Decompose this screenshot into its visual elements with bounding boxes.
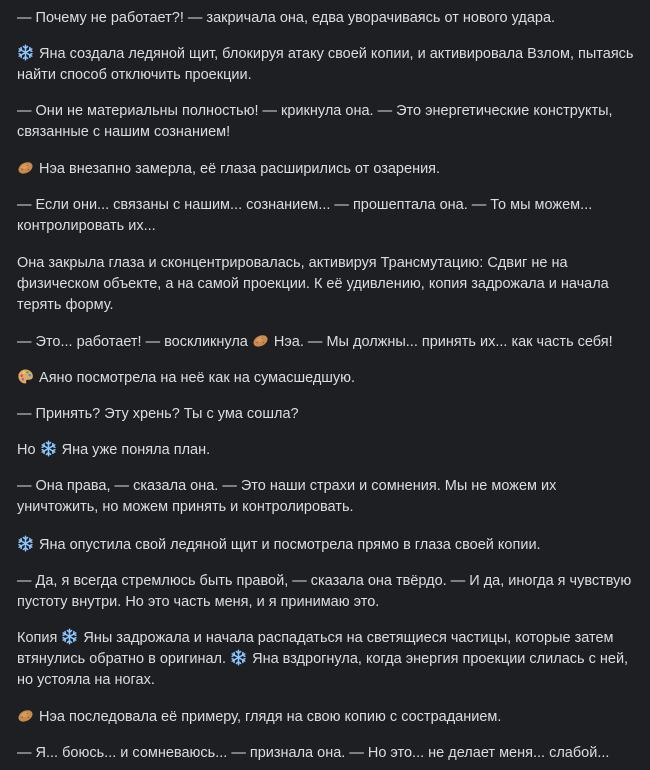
snowflake-icon — [230, 649, 247, 666]
snowflake-icon — [17, 44, 34, 61]
text-run: Яна создала ледяной щит, блокируя атаку своей копии, и активировала Взлом, пытаясь найти способ отключить проекции. — [17, 46, 638, 83]
paragraph-8 — [17, 368, 637, 389]
paragraph-16 — [17, 743, 637, 764]
text-run: Но — [17, 442, 40, 458]
potato-icon — [252, 332, 269, 349]
potato-icon — [17, 707, 34, 724]
snowflake-icon — [17, 535, 34, 552]
text-run: Яна вздрогнула, когда энергия проекции слилась с ней, но устояла на ногах. — [17, 651, 633, 688]
palette-icon — [17, 368, 34, 385]
snowflake-icon — [61, 628, 78, 645]
text-run: Яны задрожала и начала распадаться на светящиеся частицы, которые затем втянулись обратно в оригинал. — [17, 630, 618, 667]
text-run: Нэа внезапно замерла, её глаза расширились от озарения. — [35, 161, 441, 177]
paragraph-3 — [17, 101, 637, 143]
paragraph-1 — [17, 8, 637, 29]
paragraph-2 — [17, 44, 637, 86]
paragraph-6 — [17, 253, 637, 316]
text-run: — Если они... связаны с нашим... сознанием... — прошептала она. — То мы можем... контролировать их... — [17, 197, 597, 234]
text-run: Она закрыла глаза и сконцентрировалась, активируя Трансмутацию: Сдвиг не на физическом объекте, а на самой проекции. К её удивлению, копия задрожала и начала терять форму. — [17, 255, 613, 313]
text-run: — Почему не работает?! — закричала она, едва уворачиваясь от нового удара. — [17, 10, 556, 26]
paragraph-13 — [17, 571, 637, 613]
snowflake-icon — [40, 440, 57, 457]
paragraph-11 — [17, 476, 637, 518]
text-run: Аяно посмотрела на неё как на сумасшедшую. — [35, 370, 356, 386]
text-run: — Это... работает! — воскликнула — [17, 334, 252, 350]
text-run: — Она права, — сказала она. — Это наши страхи и сомнения. Мы не можем их уничтожить, но можем принять и контролировать. — [17, 478, 561, 515]
paragraph-14 — [17, 628, 637, 691]
text-run: Яна уже поняла план. — [57, 442, 211, 458]
text-run: Нэа. — Мы должны... принять их... как часть себя! — [269, 334, 613, 350]
paragraph-10 — [17, 440, 637, 461]
paragraph-5 — [17, 195, 637, 237]
potato-icon — [17, 159, 34, 176]
text-run: — Принять? Эту хрень? Ты с ума сошла? — [17, 406, 299, 422]
text-run: — Они не материальны полностью! — крикнула она. — Это энергетические конструкты, связанные с нашим сознанием! — [17, 103, 617, 140]
text-run: Яна опустила свой ледяной щит и посмотрела прямо в глаза своей копии. — [35, 537, 541, 553]
paragraph-9 — [17, 404, 637, 425]
paragraph-4 — [17, 159, 637, 180]
text-run: Копия — [17, 630, 62, 646]
text-run: Нэа последовала её примеру, глядя на свою копию с состраданием. — [35, 709, 502, 725]
paragraph-15 — [17, 707, 637, 728]
text-run: — Я... боюсь... и сомневаюсь... — признала она. — Но это... не делает меня... слабой... — [17, 745, 610, 761]
paragraph-7 — [17, 332, 637, 353]
text-run: — Да, я всегда стремлюсь быть правой, — сказала она твёрдо. — И да, иногда я чувствую пустоту внутри. Но это часть меня, и я принимаю это. — [17, 573, 636, 610]
paragraph-12 — [17, 535, 637, 556]
